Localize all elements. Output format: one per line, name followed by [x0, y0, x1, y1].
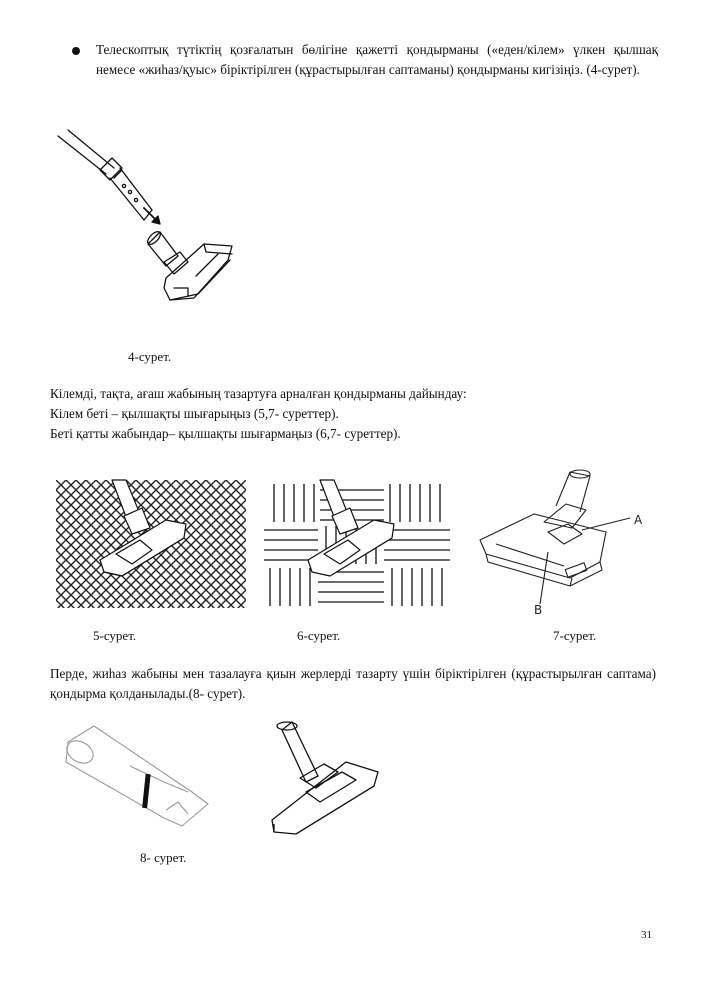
figure-6-illustration [264, 480, 454, 608]
page-number: 31 [641, 929, 652, 941]
figure-6-caption: 6-сурет. [297, 628, 341, 643]
figure-7-illustration [474, 466, 664, 616]
figure-8-crevice-nozzle [64, 722, 214, 832]
bullet-item [72, 40, 658, 80]
figure-4-illustration [48, 128, 248, 318]
figure-8-caption: 8- сурет. [140, 850, 187, 865]
bullet-dot-icon [72, 47, 80, 55]
carpet-instruction: Кілем беті – қылшақты шығарыңыз (5,7- суреттер). [50, 406, 339, 421]
figure-5-caption: 5-сурет. [93, 628, 137, 643]
label-b: B [534, 603, 543, 617]
label-a: A [634, 513, 643, 527]
hard-floor-instruction: Беті қатты жабындар– қылшақты шығармаңыз (6,7- суреттер). [50, 426, 401, 441]
figure-8-upholstery-brush [266, 716, 396, 840]
section-heading: Кілемді, тақта, ағаш жабының тазартуға арналған қондырманы дайындау: [50, 386, 467, 401]
paragraph-crevice-nozzle: Перде, жиһаз жабыны мен тазалауға қиын жерлерді тазарту үшін біріктірілген (құрастырылған саптама) қондырма қолданылады.(8- сурет). [50, 666, 656, 701]
bullet-paragraph: Телескоптық түтіктің қозғалатын бөлігіне қажетті қондырманы («еден/кілем» үлкен қылшақ немесе «жиһаз/қуыс» біріктірілген (құрастырылған саптаманы) қондырманы кигізіңіз. (4-сурет). [96, 42, 658, 77]
figure-5-illustration [56, 480, 246, 608]
figure-7-caption: 7-сурет. [553, 628, 597, 643]
figure-4-caption: 4-сурет. [128, 349, 172, 364]
